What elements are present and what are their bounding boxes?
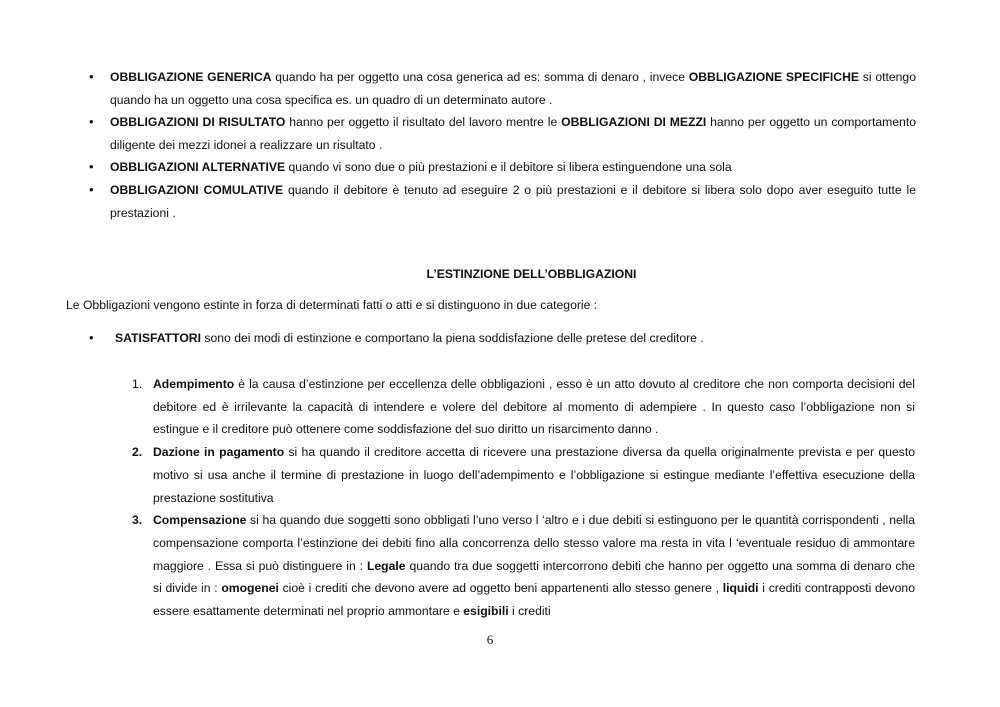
category-list bbox=[115, 328, 915, 348]
term: OBBLIGAZIONI COMULATIVE bbox=[110, 182, 284, 197]
text: hanno per oggetto un comportamento diligente dei mezzi idonei a realizzare un risultato . bbox=[110, 115, 916, 152]
text: quando tra due soggetti intercorrono debiti che hanno per oggetto una somma di denaro che si divide in : bbox=[153, 558, 916, 596]
list-item bbox=[110, 66, 916, 111]
section-heading: L’ESTINZIONE DELL’OBBLIGAZIONI bbox=[426, 267, 637, 281]
list-item bbox=[132, 441, 915, 509]
page-number: 6 bbox=[486, 632, 494, 647]
list-item bbox=[110, 156, 916, 179]
text: quando ha per oggetto una cosa generica ad es: somma di denaro , invece bbox=[271, 70, 689, 84]
intro-paragraph: Le Obbligazioni vengono estinte in forza di determinati fatti o atti e si distinguono in due categorie : bbox=[66, 298, 598, 312]
term: OBBLIGAZIONE GENERICA bbox=[110, 70, 272, 84]
text: è la causa d’estinzione per eccellenza delle obbligazioni , esso è un atto dovuto al creditore che non comporta decisioni del debitore ed è irrilevante la capacità di intendere e volere del debitore al momento di adempiere . In questo caso l’obbligazione non si estingue e il creditore può ottenere come soddisfazione del suo diritto un risarcimento danno . bbox=[153, 377, 915, 437]
term: OBBLIGAZIONI DI MEZZI bbox=[561, 115, 707, 130]
term: Compensazione bbox=[153, 513, 247, 528]
list-item bbox=[132, 373, 915, 441]
text: i crediti contrapposti devono essere esattamente determinati nel proprio ammontare e bbox=[153, 581, 915, 619]
text: si ottengo quando ha un oggetto una cosa specifica es. un quadro di un determinato autore . bbox=[110, 70, 916, 107]
term: OBBLIGAZIONE SPECIFICHE bbox=[688, 70, 860, 84]
term: OBBLIGAZIONI ALTERNATIVE bbox=[110, 160, 286, 175]
list-item bbox=[115, 328, 915, 348]
text: hanno per oggetto il risultato del lavoro mentre le bbox=[285, 115, 562, 130]
obligation-types-list bbox=[110, 66, 916, 224]
text: i crediti bbox=[508, 604, 551, 619]
extinction-modes-list bbox=[132, 373, 916, 623]
text: sono dei modi di estinzione e comportano la piena soddisfazione delle pretese del creditore . bbox=[201, 331, 704, 345]
text: quando il debitore è tenuto ad eseguire 2 o più prestazioni e il debitore si libera solo dopo aver eseguito tutte le prestazioni . bbox=[110, 182, 916, 220]
term: SATISFATTORI bbox=[115, 331, 201, 345]
list-item bbox=[132, 509, 916, 623]
term: OBBLIGAZIONI DI RISULTATO bbox=[110, 115, 286, 130]
text: quando vi sono due o più prestazioni e il debitore si libera estinguendone una sola bbox=[285, 160, 732, 175]
term: liquidi bbox=[722, 581, 759, 596]
term: Legale bbox=[366, 558, 406, 573]
term: Dazione in pagamento bbox=[153, 445, 285, 460]
term: esigibili bbox=[463, 604, 509, 619]
text: si ha quando il creditore accetta di ricevere una prestazione diversa da quella originalmente prevista e per questo motivo si usa anche il termine di prestazione in luogo dell’adempimento e l’obbligazione si estingue mediante l’effettiva esecuzione della prestazione sostitutiva bbox=[153, 445, 915, 505]
text: cioè i crediti che devono avere ad oggetto beni appartenenti allo stesso genere , bbox=[278, 581, 723, 596]
term: omogenei bbox=[221, 581, 279, 596]
text: si ha quando due soggetti sono obbligati l’uno verso l ‘altro e i due debiti si estinguono per le quantità corrispondenti , nella compensazione comporta l’estinzione dei debiti fino alla concorrenza dello stesso valore ma resta in vita l ‘eventuale residuo di ammontare maggiore . Essa si può distinguere in : bbox=[153, 513, 915, 573]
item-number: 1. bbox=[132, 377, 143, 391]
item-number: 3. bbox=[132, 513, 143, 528]
item-number: 2. bbox=[132, 445, 143, 460]
list-item bbox=[110, 111, 916, 156]
list-item bbox=[110, 179, 916, 224]
term: Adempimento bbox=[153, 377, 235, 391]
